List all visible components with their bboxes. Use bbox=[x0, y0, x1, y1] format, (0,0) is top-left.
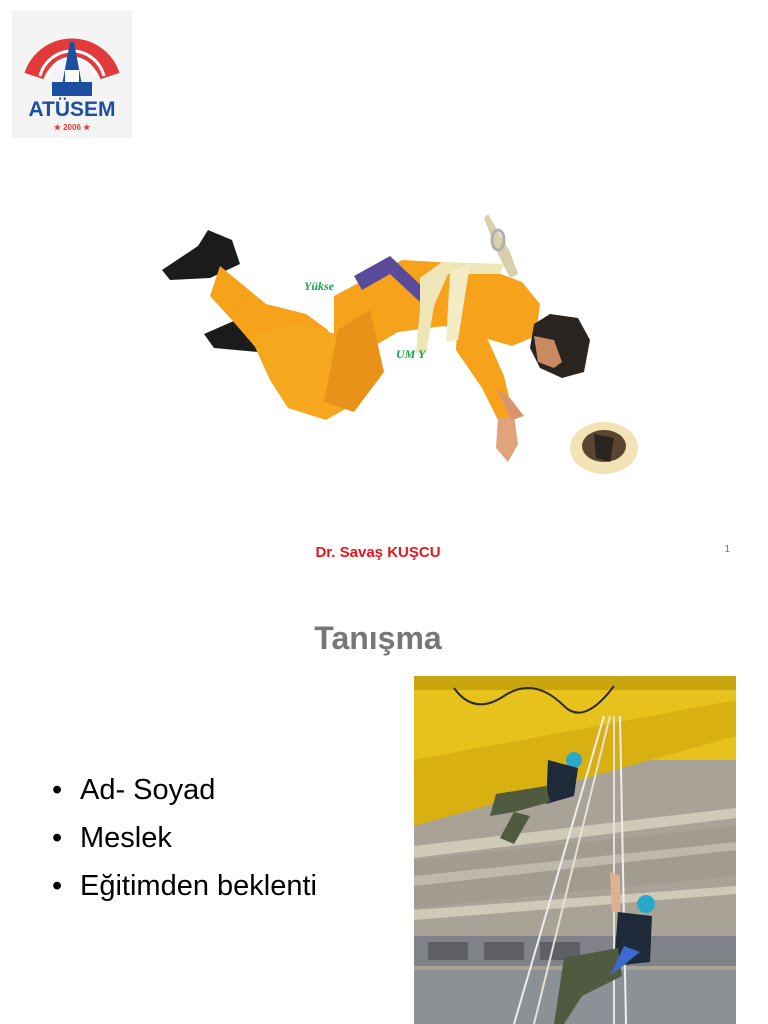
page-number: 1 bbox=[724, 544, 730, 555]
logo-name: ATÜSEM bbox=[28, 98, 116, 121]
list-item-label: Ad- Soyad bbox=[80, 774, 216, 806]
falling-worker-illustration bbox=[158, 212, 648, 488]
overlay-text-1: Yükse bbox=[304, 279, 334, 293]
overlay-text-2: UM Y bbox=[396, 347, 426, 361]
list-item bbox=[52, 862, 317, 910]
atusem-logo bbox=[12, 10, 132, 138]
author-name: Dr. Savaş KUŞCU bbox=[315, 544, 441, 561]
slide-title: Tanışma bbox=[314, 620, 442, 656]
rope-access-photo bbox=[414, 676, 736, 1024]
bullet-list bbox=[52, 766, 317, 910]
bullet-dot-icon: • bbox=[52, 822, 63, 854]
slide-2 bbox=[0, 590, 768, 1024]
bullet-dot-icon: • bbox=[52, 870, 63, 902]
list-item-label: Eğitimden beklenti bbox=[80, 870, 317, 902]
list-item bbox=[52, 766, 317, 814]
list-item-label: Meslek bbox=[80, 822, 172, 854]
logo-year: ★ 2006 ★ bbox=[53, 123, 91, 132]
bullet-dot-icon: • bbox=[52, 774, 63, 806]
list-item bbox=[52, 814, 317, 862]
